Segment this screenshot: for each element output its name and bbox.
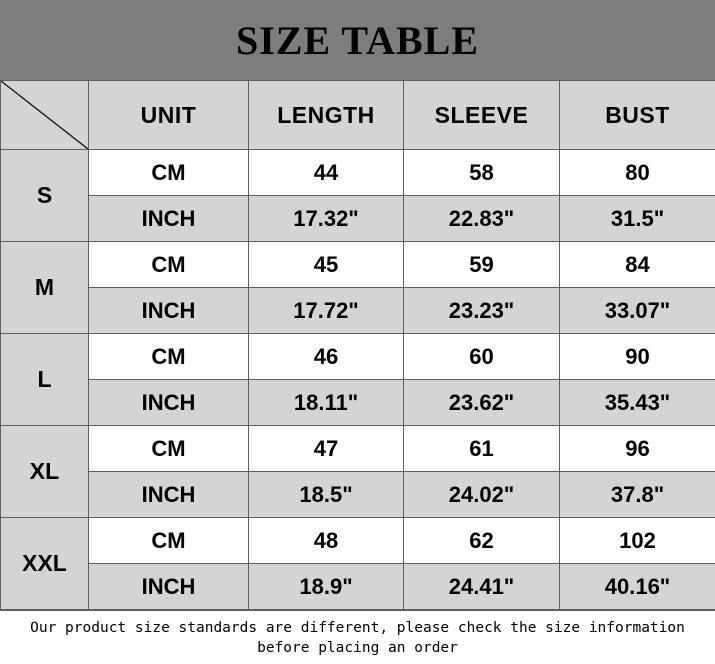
table-row: [1, 426, 715, 472]
table-row: [1, 288, 715, 334]
value-sleeve: 60: [404, 334, 560, 380]
table-row: [1, 150, 715, 196]
value-bust: 96: [560, 426, 715, 472]
unit-cell: INCH: [89, 380, 249, 426]
unit-cell: INCH: [89, 472, 249, 518]
size-label-l: L: [1, 334, 89, 426]
value-sleeve: 24.41": [404, 564, 560, 610]
unit-cell: CM: [89, 150, 249, 196]
unit-cell: CM: [89, 334, 249, 380]
value-length: 18.11": [249, 380, 404, 426]
value-bust: 102: [560, 518, 715, 564]
table-header-row: [1, 81, 715, 150]
value-bust: 31.5": [560, 196, 715, 242]
value-length: 46: [249, 334, 404, 380]
unit-cell: CM: [89, 518, 249, 564]
corner-diagonal-cell: [1, 81, 89, 150]
column-header-length: LENGTH: [249, 81, 404, 150]
value-sleeve: 62: [404, 518, 560, 564]
table-row: [1, 196, 715, 242]
value-sleeve: 59: [404, 242, 560, 288]
size-label-m: M: [1, 242, 89, 334]
value-bust: 35.43": [560, 380, 715, 426]
value-sleeve: 61: [404, 426, 560, 472]
value-length: 17.72": [249, 288, 404, 334]
value-length: 18.9": [249, 564, 404, 610]
unit-cell: CM: [89, 426, 249, 472]
value-bust: 37.8": [560, 472, 715, 518]
page-title: SIZE TABLE: [236, 17, 479, 64]
value-bust: 40.16": [560, 564, 715, 610]
value-bust: 84: [560, 242, 715, 288]
value-length: 48: [249, 518, 404, 564]
unit-cell: CM: [89, 242, 249, 288]
value-sleeve: 58: [404, 150, 560, 196]
table-row: [1, 518, 715, 564]
value-length: 47: [249, 426, 404, 472]
size-table: [0, 80, 715, 610]
size-disclaimer-note: Our product size standards are different, please check the size information before placing an order: [0, 610, 715, 664]
size-label-xl: XL: [1, 426, 89, 518]
table-row: [1, 472, 715, 518]
column-header-sleeve: SLEEVE: [404, 81, 560, 150]
value-length: 45: [249, 242, 404, 288]
table-row: [1, 564, 715, 610]
value-sleeve: 23.23": [404, 288, 560, 334]
value-bust: 80: [560, 150, 715, 196]
table-row: [1, 242, 715, 288]
value-length: 18.5": [249, 472, 404, 518]
value-sleeve: 24.02": [404, 472, 560, 518]
value-sleeve: 22.83": [404, 196, 560, 242]
table-row: [1, 380, 715, 426]
table-row: [1, 334, 715, 380]
size-label-xxl: XXL: [1, 518, 89, 610]
unit-cell: INCH: [89, 564, 249, 610]
unit-cell: INCH: [89, 196, 249, 242]
title-bar: [0, 0, 715, 80]
value-length: 44: [249, 150, 404, 196]
value-length: 17.32": [249, 196, 404, 242]
column-header-unit: UNIT: [89, 81, 249, 150]
unit-cell: INCH: [89, 288, 249, 334]
value-bust: 90: [560, 334, 715, 380]
size-label-s: S: [1, 150, 89, 242]
value-bust: 33.07": [560, 288, 715, 334]
value-sleeve: 23.62": [404, 380, 560, 426]
diagonal-divider-icon: [1, 81, 88, 149]
column-header-bust: BUST: [560, 81, 715, 150]
